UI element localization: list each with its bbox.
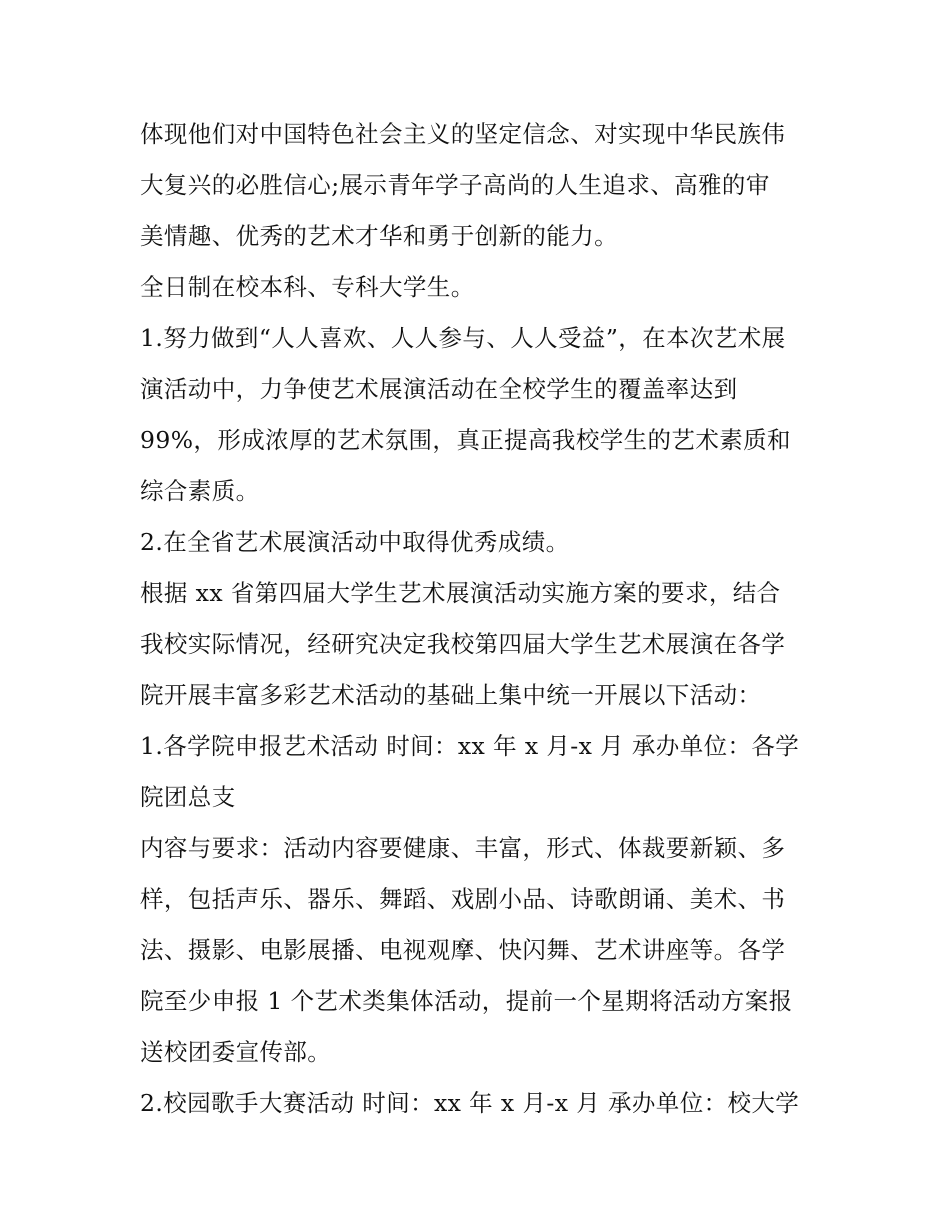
text-line: 1.努力做到“人人喜欢、人人参与、人人受益”，在本次艺术展 [140, 324, 786, 352]
text-line: 院团总支 [140, 783, 236, 811]
text-line: 2.在全省艺术展演活动中取得优秀成绩。 [140, 528, 570, 556]
text-line: 2.校园歌手大赛活动 时间：xx 年 x 月-x 月 承办单位：校大学 [140, 1089, 800, 1117]
text-line: 美情趣、优秀的艺术才华和勇于创新的能力。 [140, 222, 618, 250]
document-body [140, 109, 820, 1129]
text-line: 根据 xx 省第四届大学生艺术展演活动实施方案的要求，结合 [140, 579, 781, 607]
text-line: 院开展丰富多彩艺术活动的基础上集中统一开展以下活动： [140, 681, 762, 709]
text-line: 院至少申报 1 个艺术类集体活动，提前一个星期将活动方案报 [140, 987, 793, 1015]
text-line: 内容与要求：活动内容要健康、丰富，形式、体裁要新颖、多 [140, 834, 786, 862]
text-line: 演活动中，力争使艺术展演活动在全校学生的覆盖率达到 [140, 375, 738, 403]
text-line: 99%，形成浓厚的艺术氛围，真正提高我校学生的艺术素质和 [140, 426, 791, 454]
text-line: 法、摄影、电影展播、电视观摩、快闪舞、艺术讲座等。各学 [140, 936, 786, 964]
text-line: 全日制在校本科、专科大学生。 [140, 273, 475, 301]
text-line: 综合素质。 [140, 477, 260, 505]
text-line: 大复兴的必胜信心;展示青年学子高尚的人生追求、高雅的审 [140, 171, 770, 199]
text-line: 我校实际情况，经研究决定我校第四届大学生艺术展演在各学 [140, 630, 786, 658]
text-line: 送校团委宣传部。 [140, 1038, 332, 1066]
text-line: 样，包括声乐、器乐、舞蹈、戏剧小品、诗歌朗诵、美术、书 [140, 885, 786, 913]
text-line: 1.各学院申报艺术活动 时间：xx 年 x 月-x 月 承办单位：各学 [140, 732, 800, 760]
text-line: 体现他们对中国特色社会主义的坚定信念、对实现中华民族伟 [140, 120, 786, 148]
